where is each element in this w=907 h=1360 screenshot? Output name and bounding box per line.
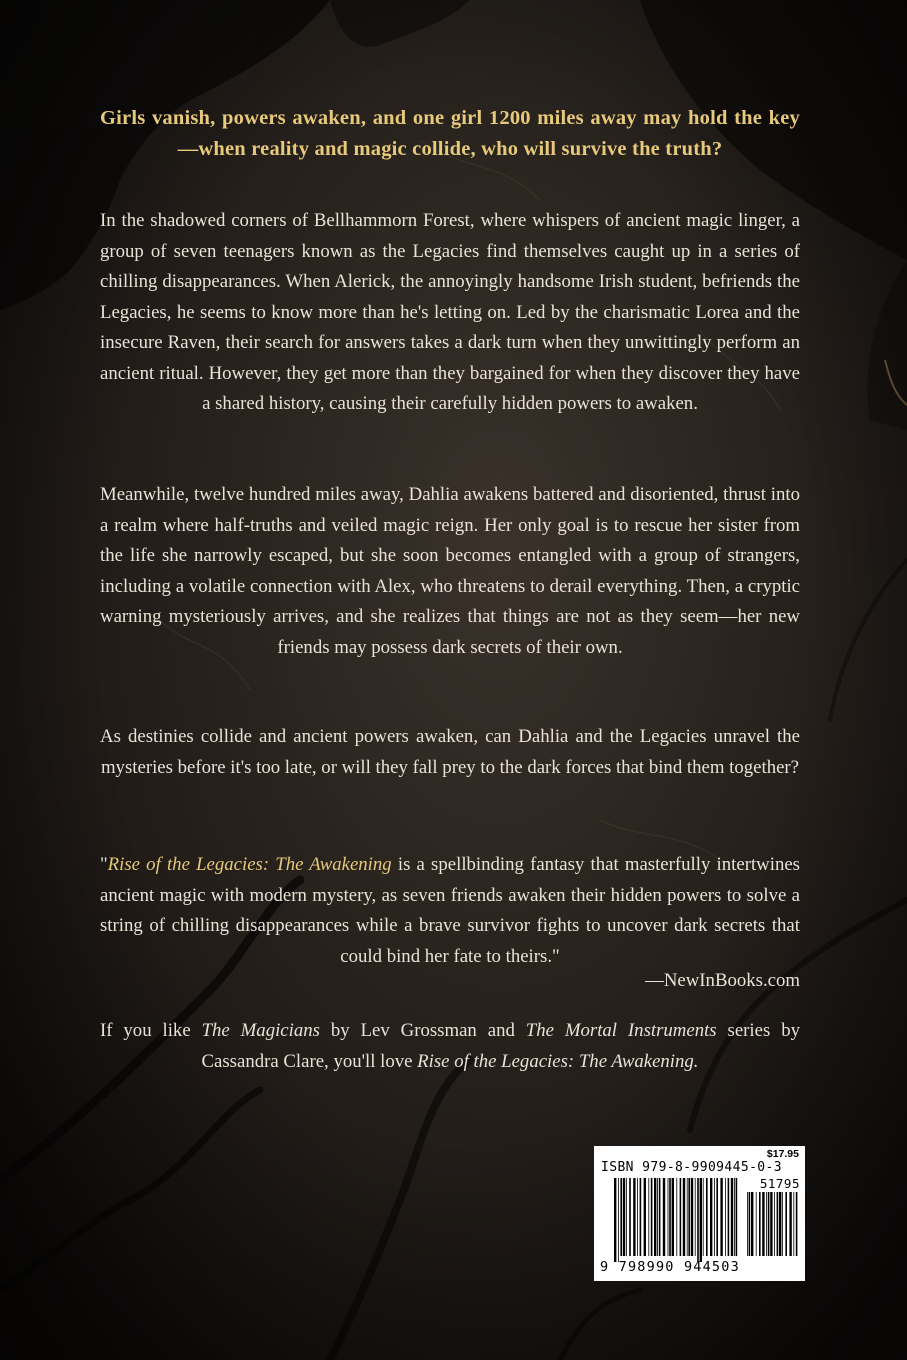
barcode-bar: [668, 1178, 669, 1256]
review-quote: [100, 850, 800, 972]
barcode-bar: [706, 1178, 708, 1256]
comparison-blurb: [100, 1016, 800, 1077]
barcode-bar: [657, 1178, 658, 1256]
barcode-bar: [774, 1192, 775, 1256]
barcode-bar: [789, 1192, 791, 1256]
barcode-bar: [756, 1192, 757, 1256]
barcode-bar: [762, 1192, 764, 1256]
barcode-bar: [633, 1178, 635, 1256]
barcode-bar: [676, 1178, 677, 1256]
barcode-bar: [618, 1178, 619, 1262]
barcode-bar: [691, 1178, 693, 1256]
barcode-bar: [759, 1192, 761, 1256]
barcode-bar: [629, 1178, 631, 1256]
barcode-bar: [720, 1178, 722, 1256]
barcode-bar: [736, 1178, 738, 1256]
quote-open-mark: ": [100, 854, 108, 875]
comparison-text: If you like: [100, 1020, 202, 1041]
barcode-bar: [710, 1178, 712, 1256]
quote-book-title: Rise of the Legacies: The Awakening: [107, 854, 392, 875]
barcode-bar: [672, 1178, 674, 1256]
price-label: $17.95: [766, 1148, 799, 1160]
barcode-bar: [703, 1178, 704, 1256]
barcode-bar: [777, 1192, 779, 1256]
barcode-bar: [620, 1178, 622, 1256]
barcode-bar: [659, 1178, 661, 1256]
barcode-bar: [651, 1178, 653, 1256]
barcode-bar: [734, 1178, 735, 1256]
comparison-title-1: The Magicians: [201, 1020, 320, 1041]
barcode-bar: [728, 1178, 730, 1256]
barcode-bar: [731, 1178, 733, 1256]
barcode-bar: [626, 1178, 627, 1256]
barcode-digits: 9 798990 944503: [600, 1259, 740, 1275]
comparison-title-3: Rise of the Legacies: The Awakening.: [417, 1050, 699, 1072]
barcode-bar: [793, 1192, 794, 1256]
synopsis-paragraph-1: In the shadowed corners of Bellhammorn Forest, where whispers of ancient magic linger, a group of seven teenagers known as the Legacies find themselves caught up in a series of chilling disappearances. When Alerick, the annoyingly handsome Irish student, befriends the Legacies, he seems to know more than he's letting on. Led by the charismatic Lorea and the insecure Raven, their search for answers takes a dark turn when they unwittingly perform an ancient ritual. However, they get more than they bargained for when they discover they have a shared history, causing their carefully hidden powers to awaken.: [100, 210, 800, 414]
barcode-bar: [695, 1178, 696, 1256]
barcode-bar: [768, 1192, 770, 1256]
headline-tagline: Girls vanish, powers awaken, and one girl 1200 miles away may hold the key—when reality and magic collide, who will survive the truth?: [100, 107, 800, 160]
barcode-bar: [796, 1192, 798, 1256]
comparison-text: series by Cassandra Clare, you'll love: [201, 1020, 800, 1072]
barcode-bar: [683, 1178, 685, 1256]
barcode-bar: [687, 1178, 688, 1256]
quote-body: is a spellbinding fantasy that masterfully intertwines ancient magic with modern mystery, as seven friends awaken their hidden powers to solve a string of chilling disappearances while a brave survivor fights to uncover dark secrets that could bind her fate to theirs.": [100, 854, 800, 967]
price-code: 51795: [759, 1176, 800, 1191]
barcode-bar: [749, 1192, 751, 1256]
barcode-bar: [700, 1178, 702, 1262]
synopsis-paragraph-3: As destinies collide and ancient powers awaken, can Dahlia and the Legacies unravel the mysteries before it's too late, or will they fall prey to the dark forces that bind them together?: [100, 726, 800, 778]
barcode-bar: [697, 1178, 699, 1262]
comparison-title-2: The Mortal Instruments: [525, 1020, 717, 1041]
barcode-bar: [637, 1178, 638, 1256]
barcode-bar: [766, 1192, 767, 1256]
barcode-bar: [782, 1192, 783, 1256]
barcode-bar: [614, 1178, 616, 1262]
barcode-bar: [779, 1192, 781, 1256]
comparison-text: by Lev Grossman and: [319, 1020, 526, 1041]
barcode-bar: [663, 1178, 665, 1256]
barcode-bar: [654, 1178, 656, 1256]
barcode-bars-main: [614, 1178, 742, 1262]
barcode-bar: [669, 1178, 671, 1256]
barcode-bar: [725, 1178, 726, 1256]
barcode-bar: [751, 1192, 753, 1256]
barcode-bar: [623, 1178, 625, 1256]
barcode-bar: [716, 1178, 718, 1256]
barcode-bar: [785, 1192, 787, 1256]
barcode-bars-addon: [747, 1192, 799, 1262]
review-attribution: —NewInBooks.com: [645, 970, 800, 991]
barcode-bar: [688, 1178, 690, 1256]
barcode-bar: [770, 1192, 772, 1256]
barcode-bar: [714, 1178, 715, 1256]
isbn-barcode: [594, 1146, 805, 1281]
synopsis-paragraph-2: Meanwhile, twelve hundred miles away, Dahlia awakens battered and disoriented, thrust into a realm where half-truths and veiled magic reign. Her only goal is to rescue her sister from the life she narrowly escaped, but she soon becomes entangled with a group of strangers, including a volatile connection with Alex, who threatens to derail everything. Then, a cryptic warning mysteriously arrives, and she realizes that things are not as they seem—her new friends may possess dark secrets of their own.: [100, 484, 800, 658]
barcode-bar: [640, 1178, 642, 1256]
isbn-number: ISBN 979-8-9909445-0-3: [601, 1160, 782, 1175]
barcode-bar: [644, 1178, 646, 1256]
barcode-bar: [648, 1178, 649, 1256]
barcode-bar: [747, 1192, 748, 1256]
barcode-bar: [680, 1178, 682, 1256]
